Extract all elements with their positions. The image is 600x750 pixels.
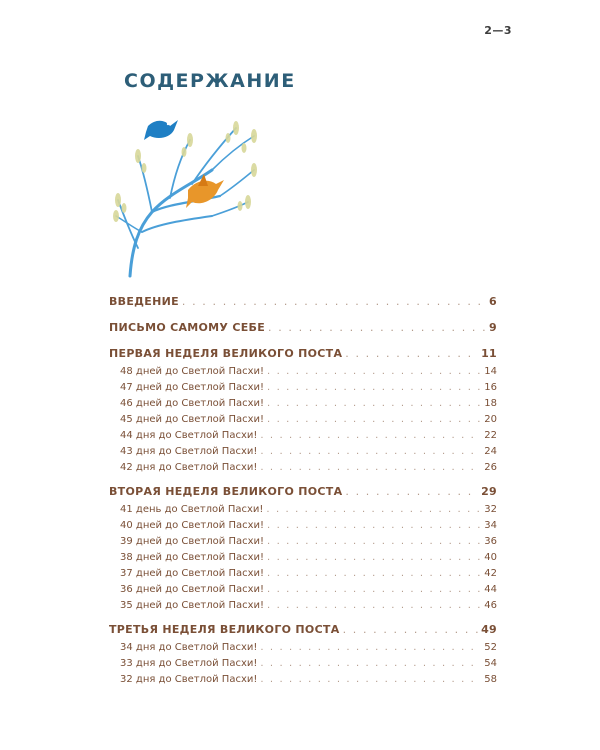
dot-leader xyxy=(267,534,481,550)
toc-entry-page: 11 xyxy=(481,347,497,360)
dot-leader xyxy=(267,412,481,428)
toc-entry-page: 29 xyxy=(481,485,497,498)
dot-leader xyxy=(260,444,481,460)
toc-entry-day[interactable] xyxy=(109,460,497,476)
toc-entry-page: 22 xyxy=(484,430,497,441)
toc-entry-page: 9 xyxy=(489,321,497,334)
toc-entry-day[interactable] xyxy=(109,444,497,460)
dot-leader xyxy=(260,640,481,656)
toc-entry-label: 42 дня до Светлой Пасхи! xyxy=(120,462,258,473)
dot-leader xyxy=(266,502,481,518)
dot-leader xyxy=(343,620,479,640)
toc-entry-page: 58 xyxy=(484,674,497,685)
toc-entry-page: 46 xyxy=(484,600,497,611)
toc-entry-label: 40 дней до Светлой Пасхи! xyxy=(120,520,265,531)
toc-entry-label: 37 дней до Светлой Пасхи! xyxy=(120,568,265,579)
toc-entry-letter[interactable] xyxy=(109,318,497,338)
toc-entry-label: 48 дней до Светлой Пасхи! xyxy=(120,366,265,377)
dot-leader xyxy=(267,364,481,380)
toc-entry-label: 38 дней до Светлой Пасхи! xyxy=(120,552,265,563)
dot-leader xyxy=(267,550,481,566)
toc-entry-page: 40 xyxy=(484,552,497,563)
toc-entry-page: 14 xyxy=(484,366,497,377)
toc-entry-day[interactable] xyxy=(109,396,497,412)
toc-entry-day[interactable] xyxy=(109,550,497,566)
toc-entry-day[interactable] xyxy=(109,502,497,518)
toc-entry-day[interactable] xyxy=(109,582,497,598)
toc-entry-label: 35 дней до Светлой Пасхи! xyxy=(120,600,265,611)
toc-entry-day[interactable] xyxy=(109,534,497,550)
dot-leader xyxy=(267,566,481,582)
dot-leader xyxy=(260,428,481,444)
toc-entry-page: 18 xyxy=(484,398,497,409)
toc-entry-day[interactable] xyxy=(109,364,497,380)
dot-leader xyxy=(260,672,481,688)
toc-entry-page: 49 xyxy=(481,623,497,636)
toc-entry-day[interactable] xyxy=(109,640,497,656)
wheat-branch-illustration xyxy=(108,108,268,280)
toc-entry-day[interactable] xyxy=(109,656,497,672)
toc-entry-page: 32 xyxy=(484,504,497,515)
toc-entry-day[interactable] xyxy=(109,380,497,396)
dot-leader xyxy=(267,582,481,598)
toc-entry-page: 6 xyxy=(489,295,497,308)
dot-leader xyxy=(260,656,481,672)
toc-entry-label: 46 дней до Светлой Пасхи! xyxy=(120,398,265,409)
toc-entry-page: 54 xyxy=(484,658,497,669)
page-title: СОДЕРЖАНИЕ xyxy=(124,70,296,92)
toc-entry-label: 45 дней до Светлой Пасхи! xyxy=(120,414,265,425)
toc-entry-page: 36 xyxy=(484,536,497,547)
toc-entry-label: ПИСЬМО САМОМУ СЕБЕ xyxy=(109,321,266,334)
dot-leader xyxy=(267,396,481,412)
toc-entry-week-3[interactable] xyxy=(109,620,497,640)
toc-entry-label: 47 дней до Светлой Пасхи! xyxy=(120,382,265,393)
toc-entry-page: 34 xyxy=(484,520,497,531)
toc-entry-day[interactable] xyxy=(109,672,497,688)
dot-leader xyxy=(268,318,486,338)
dot-leader xyxy=(267,598,481,614)
toc-entry-label: 41 день до Светлой Пасхи! xyxy=(120,504,264,515)
toc-entry-label: ВТОРАЯ НЕДЕЛЯ ВЕЛИКОГО ПОСТА xyxy=(109,485,343,498)
dot-leader xyxy=(345,482,478,502)
dot-leader xyxy=(345,344,478,364)
toc-entry-day[interactable] xyxy=(109,566,497,582)
toc-entry-day[interactable] xyxy=(109,412,497,428)
toc-entry-page: 44 xyxy=(484,584,497,595)
toc-entry-label: 34 дня до Светлой Пасхи! xyxy=(120,642,258,653)
toc-entry-intro[interactable] xyxy=(109,292,497,312)
toc-entry-page: 20 xyxy=(484,414,497,425)
toc-entry-day[interactable] xyxy=(109,598,497,614)
toc-entry-label: 36 дней до Светлой Пасхи! xyxy=(120,584,265,595)
toc-entry-label: ПЕРВАЯ НЕДЕЛЯ ВЕЛИКОГО ПОСТА xyxy=(109,347,343,360)
table-of-contents xyxy=(109,292,497,688)
toc-entry-page: 16 xyxy=(484,382,497,393)
dot-leader xyxy=(182,292,486,312)
blue-bird-icon xyxy=(144,120,178,140)
toc-entry-label: 43 дня до Светлой Пасхи! xyxy=(120,446,258,457)
toc-entry-week-2[interactable] xyxy=(109,482,497,502)
toc-entry-label: 32 дня до Светлой Пасхи! xyxy=(120,674,258,685)
orange-bird-icon xyxy=(186,174,224,208)
dot-leader xyxy=(260,460,481,476)
toc-entry-page: 52 xyxy=(484,642,497,653)
page-number: 2—3 xyxy=(484,24,512,37)
toc-entry-label: ВВЕДЕНИЕ xyxy=(109,295,179,308)
toc-entry-page: 42 xyxy=(484,568,497,579)
toc-entry-label: 44 дня до Светлой Пасхи! xyxy=(120,430,258,441)
toc-entry-page: 26 xyxy=(484,462,497,473)
toc-entry-label: 33 дня до Светлой Пасхи! xyxy=(120,658,258,669)
dot-leader xyxy=(267,518,481,534)
toc-entry-day[interactable] xyxy=(109,428,497,444)
toc-entry-label: 39 дней до Светлой Пасхи! xyxy=(120,536,265,547)
toc-entry-page: 24 xyxy=(484,446,497,457)
toc-entry-day[interactable] xyxy=(109,518,497,534)
dot-leader xyxy=(267,380,481,396)
toc-entry-label: ТРЕТЬЯ НЕДЕЛЯ ВЕЛИКОГО ПОСТА xyxy=(109,623,340,636)
toc-entry-week-1[interactable] xyxy=(109,344,497,364)
